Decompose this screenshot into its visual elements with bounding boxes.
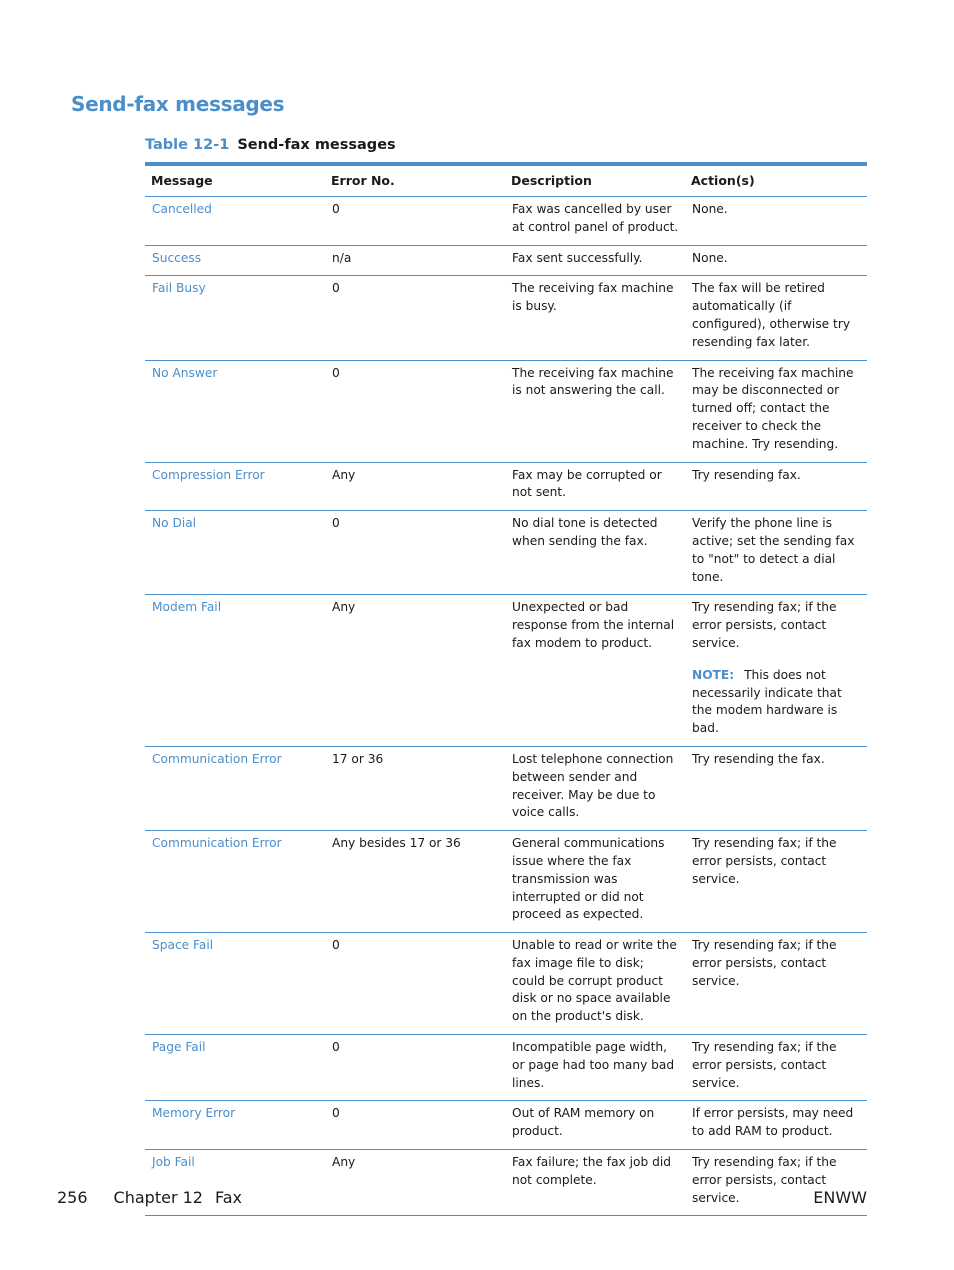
action-text: If error persists, may need to add RAM to product.	[692, 1106, 854, 1139]
message-link[interactable]: Communication Error	[152, 836, 282, 851]
header-message: Message	[145, 164, 325, 197]
message-cell	[145, 511, 325, 595]
description-cell: Incompatible page width, or page had too many bad lines.	[505, 1035, 685, 1101]
action-text: Try resending fax; if the error persists, contact service.	[692, 600, 837, 650]
action-text: The receiving fax machine may be disconnected or turned off; contact the receiver to check the machine. Try resending.	[692, 365, 854, 451]
table-header-row	[145, 164, 867, 197]
table-body	[145, 197, 867, 1216]
message-link[interactable]: Success	[152, 250, 202, 265]
table-caption-title: Send-fax messages	[237, 137, 396, 153]
header-error-no: Error No.	[325, 164, 505, 197]
footer-left	[57, 1188, 242, 1207]
table-row	[145, 1101, 867, 1150]
action-cell	[685, 1035, 867, 1101]
table-row	[145, 245, 867, 276]
action-cell	[685, 245, 867, 276]
section-title: Send-fax messages	[71, 92, 285, 116]
message-cell	[145, 595, 325, 747]
table-row	[145, 1035, 867, 1101]
header-actions: Action(s)	[685, 164, 867, 197]
note-label: NOTE:	[692, 667, 735, 682]
table-caption	[145, 137, 396, 153]
table-row	[145, 276, 867, 360]
action-text: Try resending fax; if the error persists, contact service.	[692, 1155, 837, 1205]
message-cell	[145, 245, 325, 276]
action-cell	[685, 462, 867, 511]
description-cell: General communications issue where the fax transmission was interrupted or did not proceed as expected.	[505, 831, 685, 933]
message-cell	[145, 1101, 325, 1150]
description-cell: Unable to read or write the fax image file to disk; could be corrupt product disk or no space available on the product's disk.	[505, 933, 685, 1035]
note	[692, 667, 861, 738]
header-description: Description	[505, 164, 685, 197]
description-cell: The receiving fax machine is busy.	[505, 276, 685, 360]
table-row	[145, 197, 867, 246]
message-cell	[145, 462, 325, 511]
error-number-cell: n/a	[325, 245, 505, 276]
error-number-cell: 0	[325, 511, 505, 595]
error-number-cell: 0	[325, 1101, 505, 1150]
description-cell: Out of RAM memory on product.	[505, 1101, 685, 1150]
table-row	[145, 595, 867, 747]
action-cell	[685, 595, 867, 747]
table-row	[145, 360, 867, 462]
message-link[interactable]: Communication Error	[152, 751, 282, 766]
message-link[interactable]: Fail Busy	[152, 281, 206, 296]
message-cell	[145, 197, 325, 246]
error-number-cell: 0	[325, 276, 505, 360]
action-cell	[685, 746, 867, 830]
description-cell: Fax was cancelled by user at control panel of product.	[505, 197, 685, 246]
action-cell	[685, 197, 867, 246]
message-link[interactable]: Compression Error	[152, 467, 265, 482]
error-number-cell: 0	[325, 197, 505, 246]
error-number-cell: Any	[325, 1150, 505, 1216]
message-link[interactable]: Space Fail	[152, 938, 214, 953]
action-text: Try resending fax; if the error persists, contact service.	[692, 938, 837, 988]
description-cell: Lost telephone connection between sender and receiver. May be due to voice calls.	[505, 746, 685, 830]
action-cell	[685, 511, 867, 595]
table-row	[145, 511, 867, 595]
error-number-cell: 17 or 36	[325, 746, 505, 830]
message-link[interactable]: Cancelled	[152, 202, 212, 216]
footer-section: Fax	[214, 1188, 242, 1207]
description-cell: Fax may be corrupted or not sent.	[505, 462, 685, 511]
description-cell: The receiving fax machine is not answering the call.	[505, 360, 685, 462]
message-link[interactable]: No Dial	[152, 516, 197, 531]
send-fax-messages-table	[145, 162, 867, 1216]
action-text: Try resending the fax.	[692, 751, 825, 766]
description-cell: No dial tone is detected when sending the fax.	[505, 511, 685, 595]
error-number-cell: Any besides 17 or 36	[325, 831, 505, 933]
message-cell	[145, 746, 325, 830]
error-number-cell: 0	[325, 1035, 505, 1101]
footer-right: ENWW	[813, 1188, 867, 1207]
action-cell	[685, 276, 867, 360]
action-cell	[685, 933, 867, 1035]
action-cell	[685, 360, 867, 462]
error-number-cell: Any	[325, 462, 505, 511]
table-row	[145, 462, 867, 511]
table-caption-number: Table 12-1	[145, 137, 230, 153]
message-cell	[145, 933, 325, 1035]
action-text: Verify the phone line is active; set the sending fax to "not" to detect a dial tone.	[692, 516, 855, 584]
footer-chapter: Chapter 12	[113, 1188, 203, 1207]
action-text: None.	[692, 250, 728, 265]
message-cell	[145, 1035, 325, 1101]
action-text: The fax will be retired automatically (if configured), otherwise try resending fax later.	[692, 281, 851, 349]
message-cell	[145, 360, 325, 462]
action-text: Try resending fax; if the error persists, contact service.	[692, 1040, 837, 1090]
description-cell: Unexpected or bad response from the internal fax modem to product.	[505, 595, 685, 747]
error-number-cell: Any	[325, 595, 505, 747]
message-link[interactable]: Page Fail	[152, 1040, 206, 1055]
error-number-cell: 0	[325, 360, 505, 462]
message-cell	[145, 276, 325, 360]
message-link[interactable]: Modem Fail	[152, 600, 222, 615]
page-number: 256	[57, 1188, 88, 1207]
description-cell: Fax failure; the fax job did not complete.	[505, 1150, 685, 1216]
message-link[interactable]: Job Fail	[152, 1155, 195, 1170]
message-cell	[145, 831, 325, 933]
error-number-cell: 0	[325, 933, 505, 1035]
action-text: Try resending fax.	[692, 467, 801, 482]
action-text: Try resending fax; if the error persists, contact service.	[692, 836, 837, 886]
table-row	[145, 831, 867, 933]
action-cell	[685, 1101, 867, 1150]
message-link[interactable]: Memory Error	[152, 1106, 236, 1121]
action-cell	[685, 831, 867, 933]
action-text: None.	[692, 202, 728, 216]
message-link[interactable]: No Answer	[152, 365, 218, 380]
table-row	[145, 1150, 867, 1216]
table-row	[145, 933, 867, 1035]
table-row	[145, 746, 867, 830]
description-cell: Fax sent successfully.	[505, 245, 685, 276]
note-text: This does not necessarily indicate that the modem hardware is bad.	[692, 667, 842, 736]
